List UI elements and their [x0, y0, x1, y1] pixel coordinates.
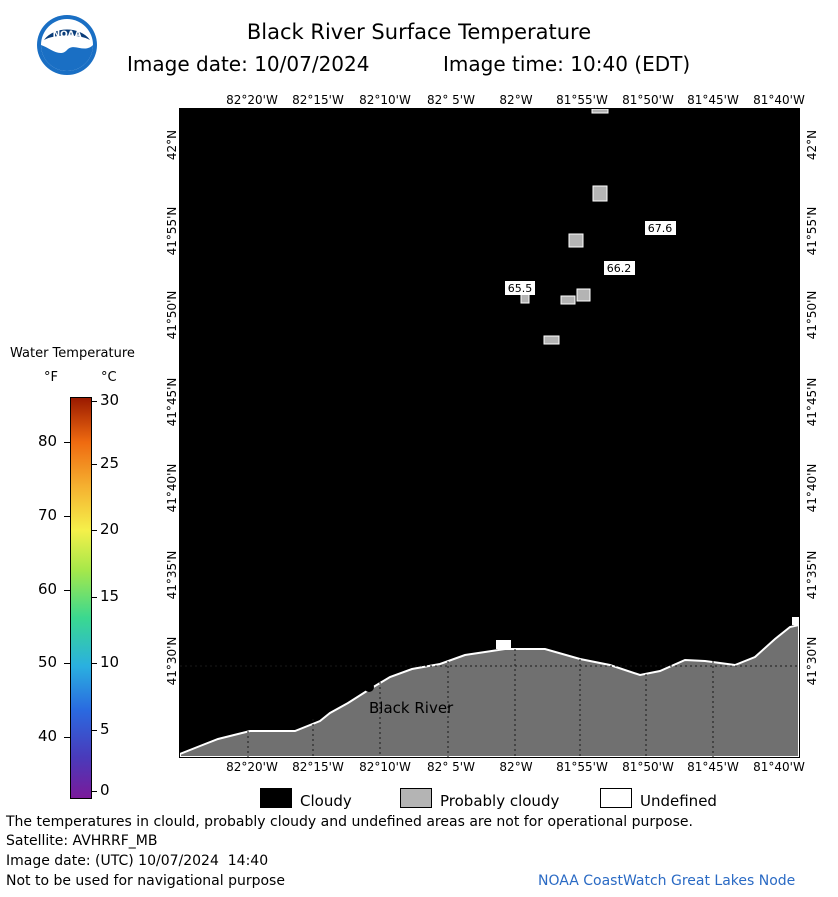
lat-label: 41°45'N	[165, 377, 179, 427]
c-tick-mark	[91, 663, 97, 664]
disclaimer: The temperatures in clould, probably cloudy and undefined areas are not for operational purpose.	[6, 814, 693, 830]
c-tick-label: 0	[100, 781, 110, 799]
legend-cloudy-swatch	[260, 788, 292, 808]
f-tick-mark	[64, 737, 70, 738]
lat-label: 41°55'N	[165, 206, 179, 256]
undefined-patch	[496, 640, 511, 649]
legend-probably-cloudy-label: Probably cloudy	[440, 792, 560, 810]
lon-label: 82°20'W	[226, 93, 278, 107]
legend-probably-cloudy-swatch	[400, 788, 432, 808]
lat-label: 41°45'N	[805, 377, 819, 427]
lon-label: 81°45'W	[687, 760, 739, 774]
lat-label: 41°30'N	[805, 636, 819, 686]
lon-label: 81°50'W	[622, 760, 674, 774]
unit-f: °F	[44, 370, 58, 385]
lat-label: 42°N	[165, 129, 179, 161]
lon-label: 82°10'W	[359, 760, 411, 774]
undefined-patch	[792, 617, 799, 625]
legend-undefined-label: Undefined	[640, 792, 717, 810]
c-tick-mark	[91, 401, 97, 402]
lon-label: 82°15'W	[292, 760, 344, 774]
colorbar	[70, 397, 92, 799]
c-tick-label: 15	[100, 587, 120, 605]
f-tick-label: 80	[38, 432, 58, 450]
legend-cloudy-label: Cloudy	[300, 792, 352, 810]
c-tick-label: 5	[100, 720, 110, 738]
satellite: Satellite: AVHRRF_MB	[6, 833, 158, 849]
lat-label: 41°35'N	[165, 550, 179, 600]
lat-label: 41°30'N	[165, 636, 179, 686]
page-title: Black River Surface Temperature	[246, 20, 592, 44]
lon-label: 82° 5'W	[427, 93, 475, 107]
lon-label: 81°40'W	[753, 93, 805, 107]
lon-label: 81°55'W	[556, 760, 608, 774]
temperature-map	[180, 109, 799, 757]
credit: NOAA CoastWatch Great Lakes Node	[538, 873, 796, 889]
f-tick-mark	[64, 516, 70, 517]
lon-label: 81°50'W	[622, 93, 674, 107]
c-tick-label: 30	[100, 391, 120, 409]
lon-label: 81°40'W	[753, 760, 805, 774]
lat-label: 42°N	[805, 129, 819, 161]
lon-label: 81°55'W	[556, 93, 608, 107]
c-tick-label: 25	[100, 454, 120, 472]
f-tick-mark	[64, 442, 70, 443]
lat-label: 41°40'N	[805, 463, 819, 513]
place-label: Black River	[369, 699, 454, 717]
image-time: Image time: 10:40 (EDT)	[443, 52, 691, 76]
colorbar-title: Water Temperature	[10, 346, 135, 361]
f-tick-label: 70	[38, 506, 58, 524]
nav-warning: Not to be used for navigational purpose	[6, 873, 285, 889]
c-tick-mark	[91, 464, 97, 465]
c-tick-label: 10	[100, 653, 120, 671]
lon-label: 82°15'W	[292, 93, 344, 107]
lat-label: 41°50'N	[805, 290, 819, 340]
f-tick-mark	[64, 663, 70, 664]
temp-label: 65.5	[507, 282, 533, 295]
c-tick-mark	[91, 730, 97, 731]
lon-label: 82°W	[499, 93, 533, 107]
lat-label: 41°50'N	[165, 290, 179, 340]
c-tick-mark	[91, 791, 97, 792]
logo-text: NOAA	[52, 30, 82, 40]
unit-c: °C	[101, 370, 117, 385]
c-tick-mark	[91, 530, 97, 531]
lon-label: 82° 5'W	[427, 760, 475, 774]
legend-undefined-swatch	[600, 788, 632, 808]
lon-label: 82°10'W	[359, 93, 411, 107]
lon-label: 82°20'W	[226, 760, 278, 774]
lon-label: 81°45'W	[687, 93, 739, 107]
f-tick-label: 60	[38, 580, 58, 598]
c-tick-label: 20	[100, 520, 120, 538]
f-tick-label: 40	[38, 727, 58, 745]
lat-label: 41°35'N	[805, 550, 819, 600]
lat-label: 41°55'N	[805, 206, 819, 256]
f-tick-label: 50	[38, 653, 58, 671]
c-tick-mark	[91, 597, 97, 598]
f-tick-mark	[64, 590, 70, 591]
lat-label: 41°40'N	[165, 463, 179, 513]
black-river-marker	[364, 682, 374, 692]
temp-label: 66.2	[606, 262, 632, 275]
image-date: Image date: 10/07/2024	[127, 52, 370, 76]
temp-label: 67.6	[647, 222, 673, 235]
lon-label: 82°W	[499, 760, 533, 774]
utc-date: Image date: (UTC) 10/07/2024 14:40	[6, 853, 269, 869]
